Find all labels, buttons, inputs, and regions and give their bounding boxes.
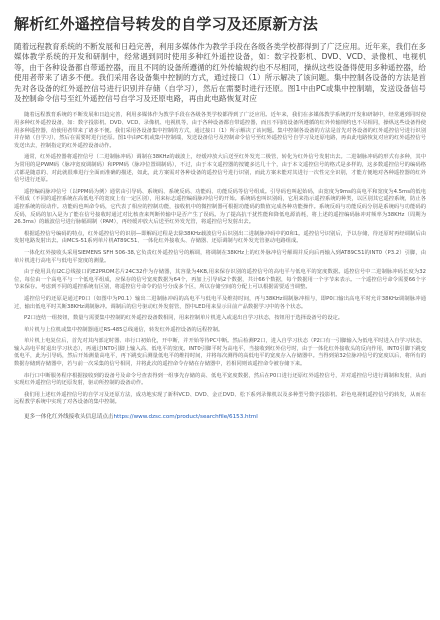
paragraph: 我们用上述红外遥控信号的自学习及还原方法，成功地实现了新科VCD、DVD、金正DVD、松下系列录像机以及多种型号数字投影机、彩色电视机遥控信号的转发，从而在远程教学系统中实现了对各设备的集中控制。 <box>14 391 426 406</box>
paragraph: 通常，红外遥控器将遥控信号（二进制脉冲码）调制在38KHz的载波上，经缓冲放大后送至红外发光二极管，转化为红外信号发射出去。二进制脉冲码的形式有多种，其中为常用的是PWM码（脉冲宽度调制码）和PPM码（脉冲位置调制码），不过，由于本文遥控器的按键多达几十个，由于本文遥控信号的格式是多样的，这多数遥控信号的编码格式都是随意的、对此就很难进行全面而准确的描述，如此，此方案需对各种设备的遥控信号进行识别，而此方案未能对其进行一次性完全识别，才能方便地对各种遥控器的红外信号进行还原。 <box>14 154 426 184</box>
paragraph: 由于使用具有I2C总线接口的E2PROM芯片24C32作为存储器，其容量为4KB,用来保存识别的遥控信号的高电平与低电平的宽度数据。遥控信号中二进制脉冲码长度为32位，每位由一个高电平与一个低电平组成，应保存的信号宽度数据为64个，再加上引导码2个数据，共计66个数据，每个数据用一个字节来表示。一个遥控信号命令需要66个字节来保存。考虑到不同的遥控系统有区别，将遥控信号命令的信号分成多个区，所以存储空间的分配上可以根据需要适当调整。 <box>14 269 426 291</box>
paragraph: 一体化红外接收头采用SIEMENS SFH 506-38,它负责红外遥控信号的解调，将调制在38KHz上的红外脉冲信号解调并反向后再输入到AT89C51的INT0（P3.2）引脚，由单片机进行高电平与低电平宽度的测量。 <box>14 249 426 264</box>
paragraph: 遥控编码脉冲信号（以PPM码为例）通常由引导码、系统码、系统反码、功能码、功能反码等信号组成。引导码也叫起始码，由宽度为9ms的高电平和宽度为4.5ms的低电平组成（不同的遥控系统在高低电平的宽度上有一定区别），用来标志遥控编码脉冲信号的开始。系统码也叫识别码，它用来指示遥控系统的种类，以区别其它遥控系统，防止各遥控系统的误动作。功能码也叫命令码，它代表了相应的控制功能，接收机中的微控制器可根据功能码的数值完成各种功能操作。系统反码与功能反码分别是系统码与功能码的反码，反码的加入是为了能在信号接收时通过对比核查来判断传输中是否产生了误码。为了提高抗干扰性能和降低电源消耗，将上述的遥控编码脉冲对频率为38KHz（周期为26.3ms）的载波信号进行脉幅调制（PAM），再经缓冲放大后送至红外发光管，将遥控信号发射出去。 <box>14 188 426 226</box>
paragraph: 遥控信号的还原是通过P0口（如图中为P0.1）输出二进制脉冲码的高电平与低电平及维持时间，再与38KHz调制脉冲相与，即P0口输出高电平时允许38KHz调制脉冲通过，输出低电平时关断38KHz调制脉冲。调制后的信号驱动红外发射管，图中LED用来显示目前产品数据学习中的各个状态。 <box>14 295 426 310</box>
paragraph: 单片机与上位机或集中控制器通过RS-485总线通信，转发红外遥控设备的远程控制。 <box>24 326 224 333</box>
paragraph: P2口连结一组按钮，数量与需要集中控制的红外遥控设备数相同，用来控制单片机进入或退出自学习状态，按钮用于选择设备号的设定。 <box>24 315 344 322</box>
more-info-link[interactable]: https://www.dzsc.com/product/searchfile/6153.html <box>113 414 258 421</box>
paragraph: 串行口中断服务程序根据接收到的设备号及命令号查表得到一组事先存储的高、低电平宽度数据，然后在P0口进行还原红外遥控信号，并对遥控信号进行调制和发射，从而实现红外遥控信号的还原发射，驱动所控制的设备动作。 <box>14 372 426 387</box>
more-info-text: 更多一体化红外线接收头信息请点击 <box>24 414 114 421</box>
article-abstract: 随着远程教育系统的不断发展和日趋完善，利用多媒体作为教学手段在各级各类学校都得到了广泛应用。近年来，我们在多媒体教学系统的开发和研制中，经常遇到同时使用多种红外遥控设备，如：数字投影机、DVD、VCD、录像机、电视机等，由于各种设备都自带遥控器，而且不同的设备所遵循的红外传输规约也不尽相同，操纵这些设备得使用多种遥控器，给使用者带来了诸多不便。我们采用各设备集中控制的方式，通过接口（1）所示解决了该问题。集中控制各设备的方法是首先对各设备的红外遥控信号进行识别并存储（自学习），然后在需要时进行还原。图1中由PC或集中控制端，发送设备信号及控制命令信号至红外遥控信号自学习及还原电路，再由此电路恢复对应 <box>14 42 426 104</box>
paragraph: 根据遥控信号编码的特点，红外遥控信号的识别—即解码过程是去除38KHz载波信号后识别出二进制脉冲码中的0和1。遥控信号识别后，予以存储，待还原时再经调制后由发射电路发射出去。由MCS-51系列单片机AT89C51、一体化红外接收头、存储器、还原调制与红外发光管驱动电路组成。 <box>14 230 426 245</box>
more-info-line <box>14 413 426 421</box>
article-title: 解析红外遥控信号转发的自学习及还原新方法 <box>14 15 319 33</box>
paragraph: 随着远程教育系统的不断发展和日趋完善，利用多媒体作为教学手段在各级各类学校都得到了广泛应用。近年来，我们在多媒体教学系统的开发和研制中，经常遇到同时使用多种红外遥控设备，如：数字投影机、DVD、VCD、录像机、电视机等，由于各种设备都自带遥控器，而且不同的设备所遵循的红外传输规约也不尽相同，操纵这些设备得使用多种遥控器，给使用者带来了诸多不便。我们采用各设备集中控制的方式，通过接口（1）所示解决了该问题。集中控制各设备的方法是首先对各设备的红外遥控信号进行识别并存储（自学习），然后在需要时进行还原。图1中由PC机或集中控制端，发送设备信号及控制命令信号至红外遥控信号自学习及还原电路，再由此电路恢复对应的红外遥控信号发送出去，控制指定的红外遥控设备动作。 <box>14 112 426 149</box>
paragraph: 单片机上电复位后，首先对其内部定时器、串行口初始化，开中断，并开始等待PC中断。然后检测P2口，进入自学习状态（P2口有一引脚输入为低电平时进入自学习状态，输入高电平时退出学习状态），再通过INT0引脚上输入高、低电平的宽度。INT0引脚平时为高电平，当接收到红外信号时，由于一体化红外接收头的反向作用，INT0引脚下跳变低电平，此为引导码，然后开始测量高电平，再下跳变后测量低电平的维持时间，并将每次测得的高低电平的宽度存入存储器中。当得到第32位脉冲信号的宽度以后，将所有的数据存储到存储器中，若与前一次采集的信号相同，并将此次的遥控命令存储在存储器中，若相同则该遥控命令被存储下来。 <box>14 338 426 368</box>
article-body <box>14 112 426 407</box>
